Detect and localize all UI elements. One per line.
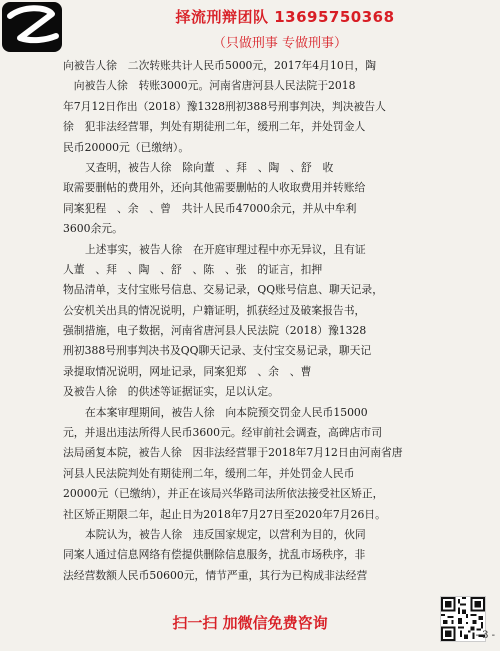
doc-line: 同案人通过信息网络有偿提供删除信息服务，扰乱市场秩序，非: [63, 548, 366, 562]
doc-line: 录提取情况说明，网址记录，同案犯郑 、余 、曹: [63, 364, 312, 378]
doc-line: 强制措施，电子数据，河南省唐河县人民法院（2018）豫1328: [63, 324, 367, 338]
header-title: 择流刑辩团队 13695750368: [175, 8, 395, 26]
doc-line: 及被告人徐 的供述等证据证实，足以认定。: [63, 385, 279, 399]
doc-line: 公安机关出具的情况说明，户籍证明，抓获经过及破案报告书，: [63, 303, 366, 317]
doc-line: 民币20000元（已缴纳）。: [63, 140, 190, 154]
doc-line: 人董 、拜 、陶 、舒 、陈 、张 的证言，扣押: [63, 262, 323, 276]
brand-logo-icon: [2, 2, 62, 52]
doc-line: 20000元（已缴纳），并正在该局兴华路司法所依法接受社区矫正，: [63, 487, 384, 501]
wechat-consult-banner: 扫一扫 加微信免费咨询: [172, 614, 328, 632]
doc-line: 徐 犯非法经营罪，判处有期徒刑二年，缓刑二年，并处罚金人: [63, 120, 366, 134]
doc-line: 在本案审理期间，被告人徐 向本院预交罚金人民币15000: [85, 405, 368, 419]
doc-line: 物品清单，支付宝账号信息、交易记录，QQ账号信息、聊天记录，: [63, 283, 384, 297]
doc-line: 本院认为，被告人徐 违反国家规定，以营利为目的，伙同: [85, 527, 366, 541]
document-body: [63, 56, 455, 586]
doc-line: 又查明，被告人徐 除向董 、拜 、陶 、舒 收: [85, 160, 334, 174]
doc-line: 向被告人徐 转账3000元。河南省唐河县人民法院于2018: [63, 79, 356, 93]
doc-line: 同案犯程 、余 、曾 共计人民币47000余元，并从中牟利: [63, 201, 357, 215]
header-subtitle: （只做刑事 专做刑事）: [212, 36, 348, 51]
page-number: - 3 -: [475, 630, 495, 641]
doc-line: 取需要删帖的费用外，还向其他需要删帖的人收取费用并转账给: [63, 181, 366, 195]
doc-line: 向被告人徐 二次转账共计人民币5000元，2017年4月10日，陶: [63, 59, 377, 72]
doc-line: 3600余元。: [63, 222, 123, 236]
doc-line: 法局函复本院，被告人徐 因非法经营罪于2018年7月12日由河南省唐: [63, 446, 403, 460]
doc-line: 刑初388号刑事判决书及QQ聊天记录、支付宝交易记录，聊天记: [63, 344, 372, 358]
doc-line: 上述事实，被告人徐 在开庭审理过程中亦无异议，且有证: [85, 242, 366, 256]
doc-line: 河县人民法院判处有期徒刑二年，缓刑二年，并处罚金人民币: [63, 466, 355, 480]
doc-line: 法经营数额人民币50600元，情节严重，其行为已构成非法经营: [63, 568, 368, 582]
doc-line: 年7月12日作出（2018）豫1328刑初388号刑事判决，判决被告人: [63, 99, 386, 113]
doc-line: 社区矫正期限二年，起止日为2018年7月27日至2020年7月26日。: [63, 507, 386, 521]
doc-line: 元，并退出违法所得人民币3600元。经审前社会调查，高碑店市司: [63, 426, 382, 440]
